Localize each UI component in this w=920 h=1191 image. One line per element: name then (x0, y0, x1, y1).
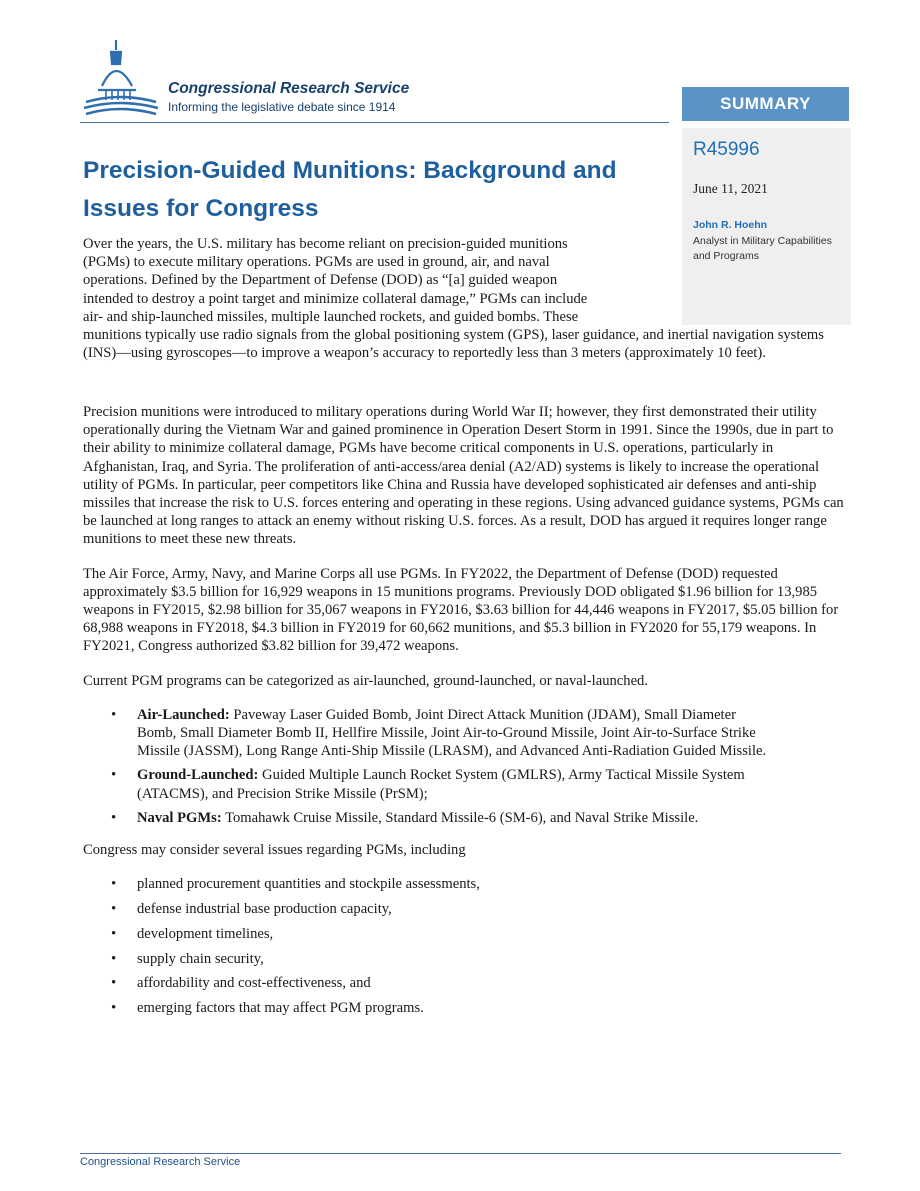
author-role: Analyst in Military Capabilities and Programs (693, 235, 832, 262)
crs-logo (80, 34, 480, 126)
org-name: Congressional Research Service (168, 80, 410, 97)
author-name: John R. Hoehn (693, 219, 768, 231)
org-tagline: Informing the legislative debate since 1914 (168, 100, 396, 114)
paragraph-history: Precision munitions were introduced to military operations during World War II; however, they first demonstrated their utility operationally during the Vietnam War and gained prominence in Operation Desert Storm in 1991. Since the 1990s, due in part to their ability to minimize collateral damage, PGMs have become critical components in U.S. operations, particularly in Afghanistan, Iraq, and Syria. The proliferation of anti-access/area denial (A2/AD) systems is likely to increase the operational utility of PGMs. In particular, peer competitors like China and Russia have developed sophisticated air defenses and anti-ship missiles that increase the risk to U.S. forces entering and operating in these regions. Using advanced guidance systems, PGMs can be launched at long ranges to attack an enemy without risking U.S. forces. As a result, DOD has argued it requires longer range munitions to meet these new threats. (83, 404, 844, 548)
summary-heading: SUMMARY (682, 87, 849, 121)
summary-body (83, 403, 848, 1024)
report-date: June 11, 2021 (693, 181, 768, 196)
list-item (137, 766, 777, 802)
list-item (137, 706, 777, 761)
intro-line: air- and ship-launched missiles, multiple launched rockets, and guided bombs. These (83, 308, 579, 325)
paragraph-issues-intro: Congress may consider several issues regarding PGMs, including (83, 842, 466, 859)
list-item: • defense industrial base production capacity, (137, 900, 848, 918)
list-item (137, 809, 777, 827)
paragraph-funding: The Air Force, Army, Navy, and Marine Corps all use PGMs. In FY2022, the Department of Defense (DOD) requested approximately $3.5 billion for 16,929 weapons in 15 munitions programs. Previously DOD obligated $1.96 billion for 13,985 weapons in FY2015, $2.98 billion for 35,067 weapons in FY2016, $3.63 billion for 44,446 weapons in FY2017, $5.05 billion for 68,988 weapons in FY2018, $4.3 billion in FY2019 for 60,662 munitions, and $5.3 billion in FY2020 for 55,179 weapons. In FY2021, Congress authorized $3.82 billion for 39,472 weapons. (83, 565, 839, 655)
list-item: • planned procurement quantities and stockpile assessments, (137, 875, 848, 893)
category-label: Ground-Launched: (137, 767, 259, 784)
intro-line: (PGMs) to execute military operations. PGMs are used in ground, air, and naval (83, 254, 550, 271)
footer-divider (80, 1153, 841, 1154)
paragraph-categories-intro: Current PGM programs can be categorized as air-launched, ground-launched, or naval-launched. (83, 672, 648, 689)
category-label: Naval PGMs: (137, 809, 222, 826)
list-item: • emerging factors that may affect PGM programs. (137, 999, 848, 1017)
pgm-category-list (83, 706, 848, 827)
category-text: Guided Multiple Launch Rocket System (GMLRS), Army Tactical Missile System (ATACMS), and Precision Strike Missile (PrSM); (137, 767, 745, 802)
category-text: Paveway Laser Guided Bomb, Joint Direct Attack Munition (JDAM), Small Diameter Bomb, Small Diameter Bomb II, Hellfire Missile, Joint Air-to-Ground Missile, Joint Air-to-Surface Strike Missile (JASSM), Long Range Anti-Ship Missile (LRASM), and Advanced Anti-Radiation Guided Missile. (137, 706, 767, 760)
report-number: R45996 (693, 139, 760, 160)
category-label: Air-Launched: (137, 706, 230, 723)
header-divider (80, 122, 669, 123)
list-item: • development timelines, (137, 925, 848, 943)
intro-line: Over the years, the U.S. military has become reliant on precision-guided munitions (83, 236, 568, 252)
page-title: Precision-Guided Munitions: Background and Issues for Congress (83, 157, 617, 222)
list-item: • affordability and cost-effectiveness, and (137, 974, 848, 992)
list-item: • supply chain security, (137, 950, 848, 968)
intro-line: intended to destroy a point target and minimize collateral damage,” PGMs can include (83, 290, 588, 307)
capitol-dome-icon (80, 34, 160, 126)
category-text: Tomahawk Cruise Missile, Standard Missile-6 (SM-6), and Naval Strike Missile. (225, 809, 699, 826)
intro-rest: munitions typically use radio signals from the global positioning system (GPS), laser guidance, and inertial navigation systems (INS)—using gyroscopes—to improve a weapon’s accuracy to reportedly less than 3 meters (approximately 10 feet). (83, 327, 824, 362)
issues-list (83, 875, 848, 1017)
footer-text: Congressional Research Service (80, 1156, 241, 1168)
intro-line: operations. Defined by the Department of Defense (DOD) as “[a] guided weapon (83, 272, 558, 289)
paragraph-intro (83, 235, 843, 362)
